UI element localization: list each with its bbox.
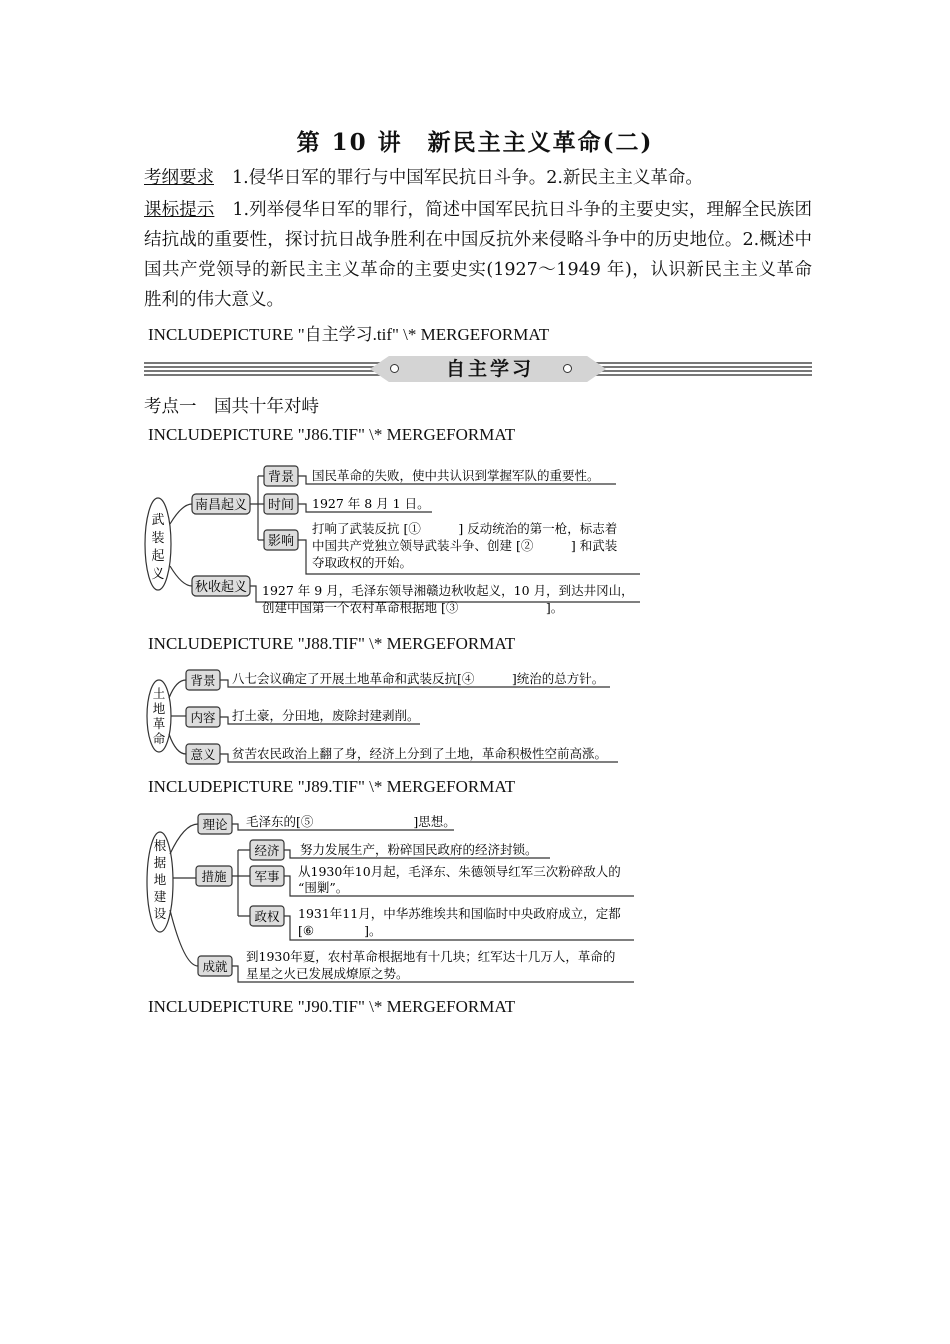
branch-chengjiu — [170, 910, 198, 966]
banner-title: 自主学习 — [445, 358, 534, 380]
text-yingxiang-2: 中国共产党独立领导武装斗争、创建 [② ] 和武装 — [312, 538, 618, 553]
root-char-4: 义 — [151, 567, 165, 582]
kaodian-heading: 考点一 国共十年对峙 — [144, 397, 319, 417]
label-zhengquan: 政权 — [254, 909, 280, 924]
label-yingxiang: 影响 — [267, 534, 295, 549]
text-yingxiang-1: 打响了武装反抗 [① ] 反动统治的第一枪，标志着 — [312, 521, 618, 536]
root-char-4: 建 — [153, 889, 167, 904]
page-title: 第 10 讲 新民主主义革命(二) — [296, 129, 654, 156]
banner-dot-right — [563, 364, 572, 373]
label-shijian: 时间 — [267, 498, 295, 513]
text-yingxiang-3: 夺取政权的开始。 — [312, 555, 413, 570]
branch-beijing — [169, 680, 186, 698]
branch-lilun — [170, 824, 198, 854]
text-junshi-2: “围剿”。 — [298, 880, 349, 895]
kebiao-paragraph — [144, 195, 812, 315]
root-char-3: 革 — [152, 716, 166, 731]
root-char-3: 起 — [151, 549, 165, 564]
root-char-2: 地 — [152, 701, 166, 716]
text-qiushou-2: 创建中国第一个农村革命根据地 [③ ]。 — [262, 600, 564, 615]
root-char-2: 装 — [151, 531, 165, 546]
branch-yiyi — [169, 734, 186, 754]
text-zhengquan-2: [⑥ ]。 — [298, 923, 382, 938]
diagram-armed-uprisings — [140, 460, 650, 622]
bracket-cuoshi — [232, 850, 250, 916]
text-shijian: 1927 年 8 月 1 日。 — [312, 496, 430, 511]
include-j86: INCLUDEPICTURE "J86.TIF" \* MERGEFORMAT — [148, 425, 516, 444]
diagram-base-construction — [140, 806, 640, 988]
root-char-5: 设 — [153, 906, 167, 921]
label-jingji: 经济 — [254, 843, 280, 858]
kaogang-line — [144, 163, 703, 193]
text-beijing: 国民革命的失败，使中共认识到掌握军队的重要性。 — [312, 468, 600, 483]
text-beijing: 八七会议确定了开展土地革命和武装反抗[④ ]统治的总方针。 — [232, 671, 605, 686]
kaogang-text: 1.侵华日军的罪行与中国军民抗日斗争。2.新民主主义革命。 — [232, 168, 703, 188]
label-yiyi: 意义 — [190, 747, 216, 762]
label-nanchang: 南昌起义 — [194, 498, 248, 513]
include-zizhu: INCLUDEPICTURE "自主学习.tif" \* MERGEFORMAT — [148, 325, 550, 344]
include-j89: INCLUDEPICTURE "J89.TIF" \* MERGEFORMAT — [148, 777, 516, 796]
text-jingji: 努力发展生产，粉碎国民政府的经济封锁。 — [300, 842, 538, 857]
diagram-land-revolution — [140, 664, 640, 768]
root-char-1: 土 — [152, 686, 166, 701]
text-zhengquan-1: 1931年11月，中华苏维埃共和国临时中央政府成立，定都 — [298, 906, 621, 921]
root-char-1: 根 — [153, 838, 167, 853]
label-junshi: 军事 — [254, 869, 280, 884]
banner-dot-left — [390, 364, 399, 373]
label-chengjiu: 成就 — [202, 959, 228, 974]
text-qiushou-1: 1927 年 9 月，毛泽东领导湘赣边秋收起义，10 月，到达井冈山， — [262, 583, 634, 598]
label-beijing: 背景 — [267, 470, 295, 485]
label-lilun: 理论 — [202, 817, 228, 832]
include-j88: INCLUDEPICTURE "J88.TIF" \* MERGEFORMAT — [148, 634, 516, 653]
kaogang-label: 考纲要求 — [144, 168, 214, 188]
root-char-2: 据 — [153, 855, 167, 870]
label-cuoshi: 措施 — [201, 869, 227, 884]
text-neirong: 打土豪，分田地，废除封建剥削。 — [232, 708, 420, 723]
section-banner — [144, 356, 812, 382]
kebiao-label: 课标提示 — [144, 200, 215, 220]
root-char-1: 武 — [151, 513, 165, 528]
label-qiushou: 秋收起义 — [194, 580, 248, 595]
root-char-4: 命 — [152, 731, 166, 746]
root-char-3: 地 — [153, 872, 167, 887]
label-neirong: 内容 — [190, 710, 216, 725]
kebiao-text: 1.列举侵华日军的罪行，简述中国军民抗日斗争的主要史实，理解全民族团结抗战的重要性，探讨抗日战争胜利在中国反抗外来侵略斗争中的历史地位。2.概述中国共产党领导的新民主主义革命的主要史实(1927～1949 年)，认识新民主主义革命胜利的伟大意义。 — [144, 200, 812, 310]
include-j90: INCLUDEPICTURE "J90.TIF" \* MERGEFORMAT — [148, 997, 516, 1016]
text-yiyi: 贫苦农民政治上翻了身，经济上分到了土地，革命积极性空前高涨。 — [232, 746, 608, 761]
text-lilun: 毛泽东的[⑤ ]思想。 — [246, 814, 456, 829]
text-junshi-1: 从1930年10月起，毛泽东、朱德领导红军三次粉碎敌人的 — [298, 864, 621, 879]
branch-nanchang — [170, 504, 192, 524]
text-chengjiu-1: 到1930年夏，农村革命根据地有十几块；红军达十几万人，革命的 — [246, 949, 616, 964]
branch-qiushou — [170, 566, 192, 586]
bracket-nanchang — [250, 476, 264, 540]
text-chengjiu-2: 星星之火已发展成燎原之势。 — [246, 966, 409, 981]
label-beijing: 背景 — [190, 673, 216, 688]
